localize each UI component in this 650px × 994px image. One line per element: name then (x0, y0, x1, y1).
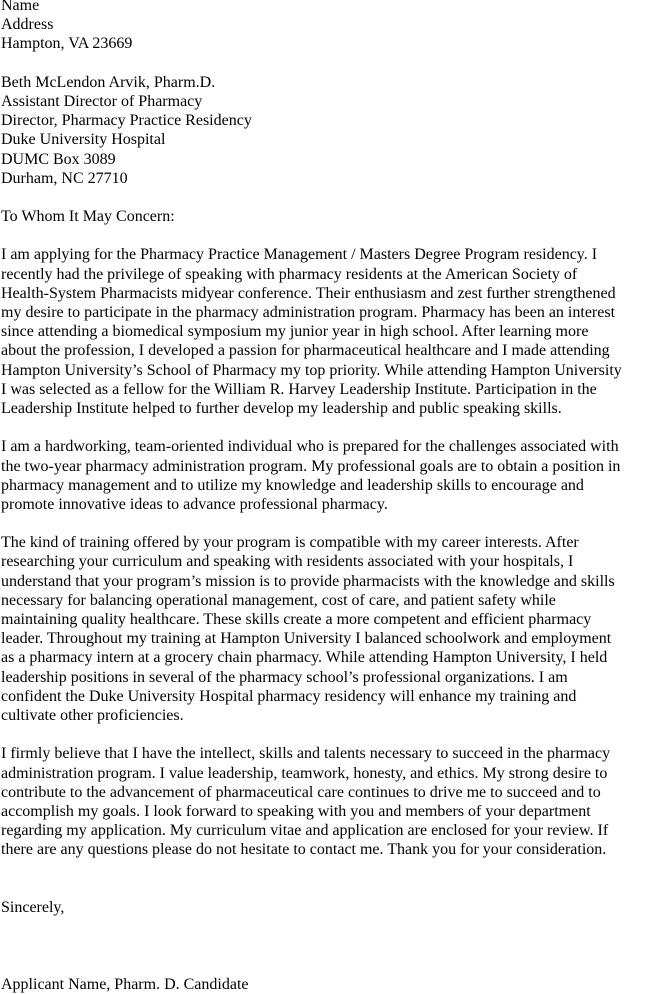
paragraph-line: maintaining quality healthcare. These skills create a more competent and efficient pharmacy (1, 611, 592, 628)
paragraph-line: I firmly believe that I have the intellect, skills and talents necessary to succeed in the pharmacy (1, 745, 611, 763)
spacer (1, 859, 647, 897)
paragraph-line: researching your curriculum and speaking with residents associated with your hospitals, I (1, 553, 574, 571)
paragraph-line: about the profession, I developed a passion for pharmaceutical healthcare and I made attending (1, 342, 610, 360)
paragraph-line: cultivate other proficiencies. (1, 706, 184, 724)
paragraph-line: leadership positions in several of the pharmacy school’s professional organizations. I am (1, 668, 568, 686)
paragraph-line: accomplish my goals. I look forward to speaking with you and members of your department (1, 802, 591, 820)
paragraph-line: I was selected as a fellow for the William R. Harvey Leadership Institute. Participation in the (1, 380, 597, 398)
paragraph-line: since attending a biomedical symposium my junior year in high school. After learning more (1, 323, 589, 341)
paragraph-line: my desire to participate in the pharmacy administration program. Pharmacy has been an interest (1, 304, 616, 321)
paragraph-line: Hampton University’s School of Pharmacy my top priority. While attending Hampton University (1, 361, 622, 379)
spacer (1, 188, 647, 207)
paragraph-line: the two-year pharmacy administration program. My professional goals are to obtain a position in (1, 457, 621, 475)
paragraph-line: I am a hardworking, team-oriented individual who is prepared for the challenges associated with (1, 438, 619, 456)
recipient-line: Duke University Hospital (1, 131, 166, 149)
recipient-line: DUMC Box 3089 (1, 150, 116, 168)
sender-address: Address (1, 16, 54, 34)
paragraph-line: The kind of training offered by your program is compatible with my career interests. After (1, 534, 579, 552)
paragraph-line: pharmacy management and to utilize my knowledge and leadership skills to encourage and (1, 476, 584, 494)
recipient-line: Assistant Director of Pharmacy (1, 92, 203, 110)
paragraph-line: necessary for balancing operational management, cost of care, and patient safety while (1, 591, 556, 609)
spacer (1, 725, 647, 744)
cover-letter-page (1, 0, 647, 994)
paragraph-line: I am applying for the Pharmacy Practice Management / Masters Degree Program residency. I (1, 246, 598, 264)
recipient-line: Beth McLendon Arvik, Pharm.D. (1, 73, 216, 91)
paragraph-line: there are any questions please do not hesitate to contact me. Thank you for your consideration. (1, 841, 607, 859)
body-paragraph-3 (1, 533, 647, 725)
signature-name: Applicant Name, Pharm. D. Candidate (1, 975, 249, 993)
paragraph-line: promote innovative ideas to advance professional pharmacy. (1, 495, 388, 513)
paragraph-line: regarding my application. My curriculum vitae and application are enclosed for your review. If (1, 822, 609, 840)
paragraph-line: Leadership Institute helped to further develop my leadership and public speaking skills. (1, 399, 562, 417)
paragraph-line: confident the Duke University Hospital pharmacy residency will enhance my training and (1, 687, 577, 705)
spacer (1, 514, 647, 533)
paragraph-line: Health-System Pharmacists midyear conference. Their enthusiasm and zest further strengthened (1, 284, 616, 302)
paragraph-line: recently had the privilege of speaking with pharmacy residents at the American Society of (1, 265, 578, 283)
salutation: To Whom It May Concern: (1, 208, 175, 226)
paragraph-line: contribute to the advancement of pharmaceutical care continues to drive me to succeed and to (1, 783, 601, 801)
signature-space (1, 917, 647, 975)
sender-block (1, 0, 647, 54)
paragraph-line: leader. Throughout my training at Hampton University I balanced schoolwork and employment (1, 630, 612, 648)
paragraph-line: as a pharmacy intern at a grocery chain pharmacy. While attending Hampton University, I held (1, 649, 608, 667)
paragraph-line: understand that your program’s mission is to provide pharmacists with the knowledge and skills (1, 572, 615, 590)
sender-city-state-zip: Hampton, VA 23669 (1, 35, 133, 53)
recipient-line: Durham, NC 27710 (1, 169, 128, 187)
spacer (1, 54, 647, 73)
body-paragraph-4 (1, 744, 647, 859)
closing: Sincerely, (1, 898, 65, 916)
body-paragraph-2 (1, 437, 647, 514)
paragraph-line: administration program. I value leadership, teamwork, honesty, and ethics. My strong desire to (1, 764, 608, 782)
spacer (1, 418, 647, 437)
recipient-line: Director, Pharmacy Practice Residency (1, 112, 252, 130)
body-paragraph-1 (1, 245, 647, 418)
spacer (1, 226, 647, 245)
recipient-block (1, 73, 647, 188)
sender-name: Name (1, 0, 40, 14)
